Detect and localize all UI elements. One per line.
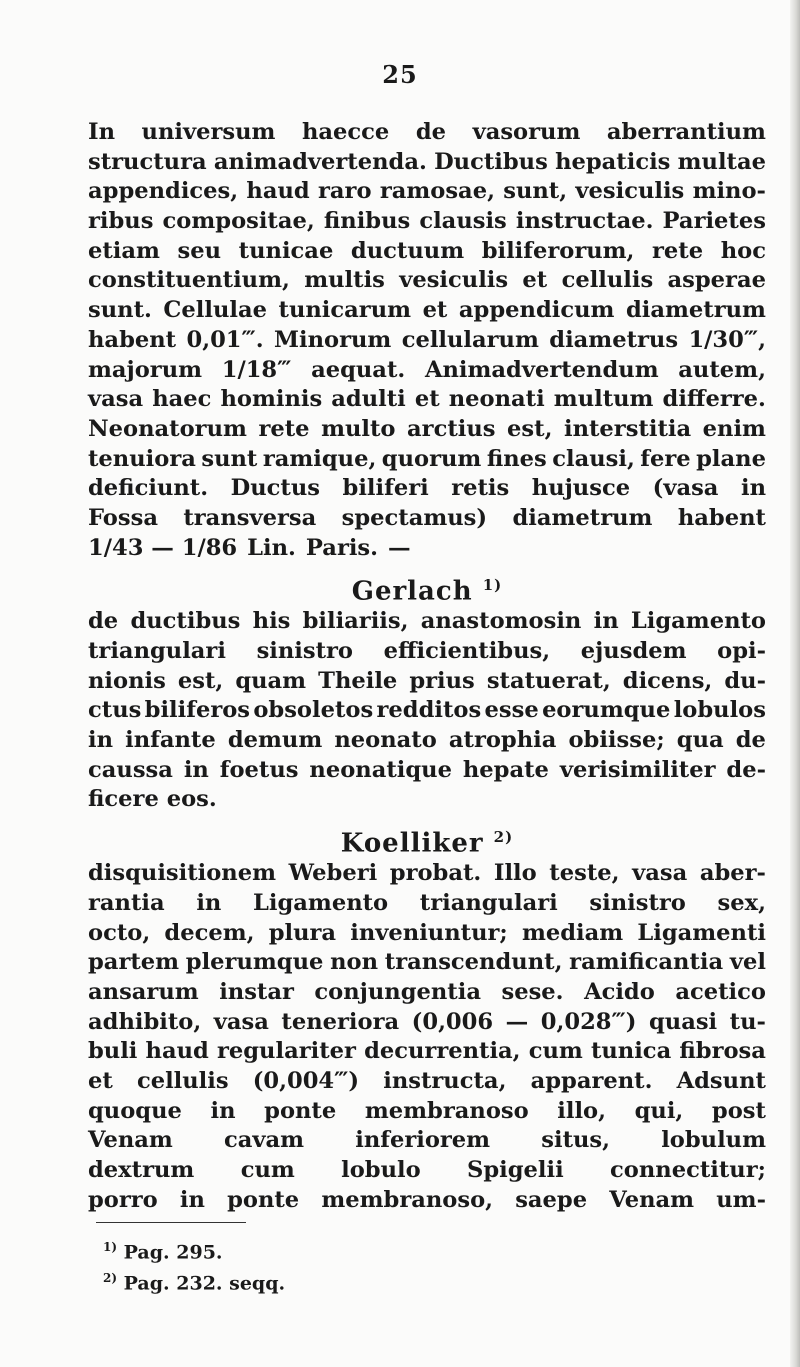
footnote-ref-2: 2) [493,828,514,847]
word: quasi [648,1008,718,1035]
text-line [88,237,766,267]
word: qui, [634,1097,684,1124]
word: non [330,949,379,976]
word: in [183,756,209,783]
word: structura [88,148,207,175]
word: lobulo [341,1157,421,1183]
word: triangulari [88,638,226,664]
word: habent [88,326,177,353]
word: tunicarum [278,297,412,324]
text-line [88,919,766,949]
word: deficiunt. [88,475,209,502]
word: dextrum [88,1157,195,1183]
word: ramique, [262,445,377,472]
word: multo [321,415,396,442]
word: autem, [678,356,766,383]
word: de [415,119,447,145]
word: Cellulae [163,297,267,324]
text-line [88,1126,766,1156]
text-line [88,415,766,445]
word: diametrum [625,297,766,324]
word: lobulos [673,697,766,724]
text-line [88,1097,766,1127]
word: clausis [419,208,507,235]
footnote-2 [103,1265,285,1296]
word: haec [152,386,212,413]
word: etiam [88,237,160,264]
word: sinistro [589,889,686,916]
dash: — [388,534,411,561]
word: et [88,1067,113,1094]
word: haud [145,1038,209,1065]
heading-gerlach-name: Gerlach [351,576,473,607]
word: buli [88,1038,138,1065]
word: adhibito, [88,1008,202,1035]
footnote-2-text: Pag. 232. seqq. [123,1272,286,1295]
word: Venam [88,1127,173,1154]
word: connectitur; [610,1157,766,1183]
word: conjungentia [314,978,481,1005]
word: mino- [692,178,766,205]
word: cellulis [136,1067,229,1094]
word: majorum [88,356,203,383]
word: sinistro [256,638,354,664]
word: sunt. [88,297,152,324]
text-line [88,326,766,356]
word: ductuum [350,237,465,264]
word: post [711,1097,766,1124]
word: aequat. [311,356,406,383]
word: sunt [201,445,258,472]
text-line [88,474,766,504]
word: vel [729,949,766,976]
word: instructae. [515,208,654,235]
word: regulariter [216,1038,356,1065]
word: biliariis, [302,608,409,635]
text-line [88,296,766,326]
word: biliferorum, [481,237,635,264]
word: atrophia [448,727,557,754]
word: adulti [331,386,406,413]
word: ductibus [130,608,241,635]
word: hujusce [531,475,631,502]
word: haud [246,178,310,205]
word: um- [716,1186,766,1213]
word: sex, [717,889,766,916]
word: verisimiliter [559,756,716,783]
word: ansarum [88,978,199,1005]
word: plerumque [185,949,324,976]
text-line [88,1037,766,1067]
word: constituentium, [88,267,290,294]
word: transversa [183,504,317,531]
word: diametrus [549,326,679,353]
word: sese. [501,978,564,1005]
word: transcendunt, [384,949,563,976]
word: rete [258,415,310,442]
word: Ligamenti [637,919,766,946]
word: rete [652,237,704,264]
word: et [422,297,448,324]
text-line [88,859,766,889]
word: raro [318,178,372,205]
word: ejusdem [580,638,687,664]
word: plura [268,919,337,946]
text-line [88,756,766,786]
word: demum [227,727,323,754]
word: arctius [407,415,496,442]
word: tu- [729,1008,766,1035]
word: Fossa [88,504,158,531]
word: disquisitionem [88,860,277,887]
word: ramificantia [569,949,724,976]
word: (0,004‴) [252,1067,360,1094]
word: 0,028‴) [540,1008,637,1035]
word: cellularum [401,326,539,353]
word: — [505,1008,529,1035]
word: Theile [318,667,398,694]
word: decurrentia, [364,1038,521,1065]
text-line [88,177,766,207]
word: vesiculis [575,178,685,205]
word: quorum [381,445,482,472]
word: eorumque [542,697,671,724]
footnote-1-mark: 1) [103,1240,118,1254]
text-line [88,118,766,148]
word: aber- [699,860,766,887]
word: Venam [609,1186,695,1213]
word: est, [507,415,553,442]
word: Ligamento [630,608,766,635]
text-line [88,726,766,756]
word: retis [451,475,510,502]
text-line [88,607,766,637]
word: seu [177,237,222,264]
word: plane [696,445,766,472]
word: decem, [164,919,255,946]
footnotes [103,1234,285,1297]
word: ponte [227,1186,300,1213]
unit-lin: Lin. [247,534,296,561]
word: tunicae [238,237,334,264]
word: de- [726,756,766,783]
word: vasa [632,860,688,887]
word: vasa [88,386,144,413]
word: biliferos [144,697,251,724]
word: compositae, [162,208,315,235]
text-line [88,1067,766,1097]
word: appendicum [458,297,615,324]
word: illo, [557,1097,606,1124]
text-line [88,1186,766,1216]
word: acetico [675,978,766,1005]
paragraph-1 [88,118,766,534]
text-line [88,1008,766,1038]
word: saepe [515,1186,588,1213]
word: cellulis [561,267,654,294]
word: 1/30‴, [688,326,766,353]
text-line [88,356,766,386]
text-line [88,637,766,667]
footnote-1-text: Pag. 295. [123,1241,223,1264]
word: tenuiora [88,445,196,472]
heading-koelliker-name: Koelliker [340,828,484,859]
word: diametrum [512,504,653,531]
text-line [88,445,766,475]
word: membranoso, [321,1186,494,1213]
word: Minorum [274,326,392,353]
word: nionis [88,667,166,694]
word: cum [240,1157,295,1183]
word: cavam [223,1127,305,1154]
text-line [88,504,766,534]
word: instructa, [383,1067,507,1094]
word: fibrosa [679,1038,766,1065]
heading-koelliker [88,815,766,859]
word: neonato [334,727,437,754]
word: in [593,608,619,635]
word: probat. [389,860,482,887]
word: inferiorem [355,1127,491,1154]
word: neonatique [309,756,452,783]
word: prius [409,667,475,694]
paragraph-1-last-line [88,534,766,564]
word: situs, [541,1127,611,1154]
word: appendices, [88,178,239,205]
page-edge-shadow [790,0,800,1367]
word: teneriora [281,1008,400,1035]
word: quam [235,667,307,694]
word: biliferi [342,475,429,502]
word: in [88,727,114,754]
word: Weberi [288,860,378,887]
word: (0,006 [411,1008,494,1035]
text-line [88,696,766,726]
word: Animadvertendum [424,356,659,383]
text-line [88,1156,766,1186]
word: hominis [220,386,323,413]
heading-gerlach [88,563,766,607]
footnote-ref-1: 1) [482,576,503,595]
word: differre. [662,386,766,413]
word: aberrantium [606,119,766,145]
paragraph-2 [88,607,766,785]
word: animadvertenda. [213,148,427,175]
word: Ductus [230,475,321,502]
text-line [88,385,766,415]
text-line [88,948,766,978]
word: Ligamento [253,889,389,916]
word: lobulum [661,1127,766,1154]
word: in [210,1097,236,1124]
word: ponte [264,1097,337,1124]
word: vasorum [472,119,581,145]
word: octo, [88,919,151,946]
word: et [522,267,548,294]
word: du- [724,667,766,694]
word: et [414,386,440,413]
word: esse [484,697,539,724]
word: enim [702,415,766,442]
word: qua [676,727,724,754]
word: quoque [88,1097,182,1124]
text-line [88,266,766,296]
word: foetus [219,756,299,783]
word: fere [640,445,691,472]
unit-paris: Paris. [305,534,379,561]
word: triangulari [419,889,558,916]
paragraph-2-last-text: ficere eos. [88,786,217,813]
word: haecce [301,119,390,145]
word: inveniuntur; [350,919,508,946]
word: rantia [88,889,165,916]
word: fines [486,445,547,472]
word: 0,01‴. [186,326,264,353]
word: teste, [549,860,620,887]
word: de [88,608,119,635]
word: Illo [493,860,537,887]
word: infante [125,727,216,754]
word: obiisse; [568,727,665,754]
word: in [740,475,766,502]
word: opi- [717,638,766,664]
fraction-range: 1/43 — 1/86 [88,534,238,561]
word: partem [88,949,180,976]
word: porro [88,1186,158,1213]
footnote-separator [96,1222,246,1223]
word: ctus [88,697,142,724]
word: Ductibus [434,148,548,175]
word: ramosae, [379,178,495,205]
word: finibus [323,208,411,235]
word: Neonatorum [88,415,247,442]
word: statuerat, [486,667,611,694]
word: universum [141,119,276,145]
text-line [88,667,766,697]
text-line [88,148,766,178]
word: multae [677,148,766,175]
word: efficientibus, [383,638,551,664]
word: est, [177,667,224,694]
word: redditos [376,697,482,724]
word: hepate [462,756,549,783]
word: membranoso [364,1097,529,1124]
word: interstitia [563,415,692,442]
word: hoc [720,237,766,264]
word: asperae [667,267,766,294]
footnote-1 [103,1234,285,1265]
word: his [252,608,291,635]
word: Acido [584,978,655,1005]
word: Spigelii [467,1157,564,1183]
word: vasa [213,1008,269,1035]
word: mediam [521,919,624,946]
word: spectamus) [341,504,488,531]
word: caussa [88,756,173,783]
text-line [88,978,766,1008]
word: instar [219,978,294,1005]
word: In [88,119,115,145]
word: anastomosin [420,608,582,635]
word: neonati [448,386,545,413]
word: dicens, [622,667,713,694]
word: Adsunt [676,1067,766,1094]
word: habent [677,504,766,531]
text-line [88,889,766,919]
paragraph-2-last-line [88,785,766,815]
word: Parietes [662,208,766,235]
word: 1/18‴ [221,356,292,383]
word: ribus [88,208,154,235]
text-block [88,118,766,1215]
word: in [179,1186,205,1213]
word: in [196,889,222,916]
footnote-2-mark: 2) [103,1271,118,1286]
word: cum [528,1038,583,1065]
word: (vasa [652,475,719,502]
word: clausi, [552,445,635,472]
word: multis [304,267,385,294]
paragraph-3 [88,859,766,1215]
text-line [88,207,766,237]
word: obsoletos [253,697,374,724]
word: tunica [590,1038,672,1065]
word: multum [553,386,654,413]
word: vesiculis [399,267,509,294]
word: apparent. [530,1067,653,1094]
page-number: 25 [382,60,418,89]
word: sunt, [503,178,568,205]
word: de [735,727,766,754]
word: hepaticis [555,148,671,175]
